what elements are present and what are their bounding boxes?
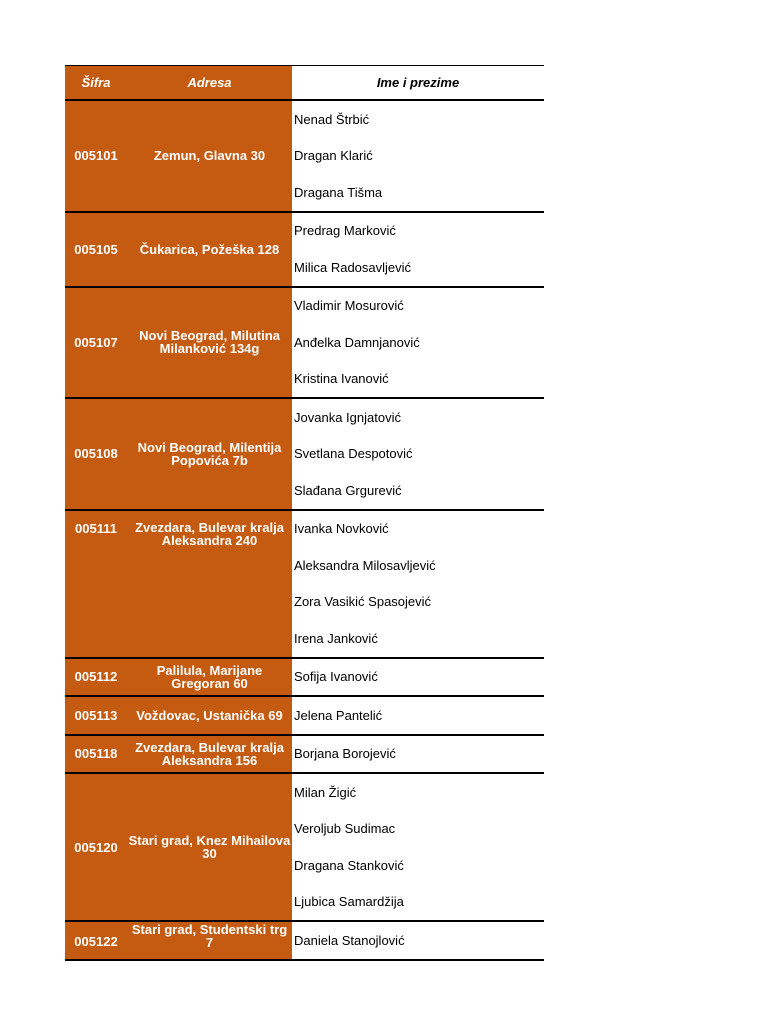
names-cell [292, 774, 544, 920]
names-cell [292, 399, 544, 509]
person-name: Milica Radosavljević [294, 259, 412, 275]
person-name: Irena Janković [294, 630, 378, 646]
names-cell [292, 736, 544, 773]
address-cell: Zvezdara, Bulevar kralja Aleksandra 156 [127, 736, 292, 773]
person-name: Jovanka Ignjatović [294, 409, 401, 425]
table-header [65, 65, 544, 101]
code-cell: 005122 [65, 922, 127, 959]
person-name: Daniela Stanojlović [294, 932, 405, 948]
person-name: Ljubica Samardžija [294, 894, 404, 910]
address-cell: Zvezdara, Bulevar kralja Aleksandra 240 [127, 511, 292, 657]
names-cell [292, 659, 544, 696]
address-cell: Zemun, Glavna 30 [127, 101, 292, 211]
address-cell: Stari grad, Studentski trg 7 [127, 922, 292, 959]
person-name: Ivanka Novković [294, 521, 389, 537]
person-name: Predrag Marković [294, 223, 396, 239]
header-name: Ime i prezime [376, 75, 460, 90]
code-cell: 005111 [65, 511, 127, 657]
address-cell: Voždovac, Ustanička 69 [127, 697, 292, 734]
table-row [65, 399, 544, 511]
person-name: Anđelka Damnjanović [294, 334, 420, 350]
address-cell: Novi Beograd, Milutina Milanković 134g [127, 288, 292, 398]
person-name: Veroljub Sudimac [294, 821, 396, 837]
code-cell: 005120 [65, 774, 127, 920]
names-cell [292, 101, 544, 211]
header-code: Šifra [65, 66, 127, 99]
table-row [65, 101, 544, 213]
employee-table [65, 65, 544, 961]
address-cell: Palilula, Marijane Gregoran 60 [127, 659, 292, 696]
code-cell: 005108 [65, 399, 127, 509]
person-name: Jelena Pantelić [294, 707, 383, 723]
code-cell: 005101 [65, 101, 127, 211]
person-name: Svetlana Despotović [294, 446, 413, 462]
table-row [65, 511, 544, 659]
names-cell [292, 697, 544, 734]
person-name: Milan Žigić [294, 784, 357, 800]
table-row [65, 288, 544, 400]
code-cell: 005118 [65, 736, 127, 773]
names-cell [292, 288, 544, 398]
names-cell [292, 511, 544, 657]
table-row [65, 922, 544, 961]
person-name: Nenad Štrbić [294, 111, 370, 127]
person-name: Dragana Tišma [294, 184, 383, 200]
person-name: Kristina Ivanović [294, 371, 389, 387]
person-name: Zora Vasikić Spasojević [294, 594, 432, 610]
code-cell: 005113 [65, 697, 127, 734]
person-name: Aleksandra Milosavljević [294, 557, 436, 573]
code-cell: 005112 [65, 659, 127, 696]
table-row [65, 659, 544, 698]
person-name: Dragana Stanković [294, 857, 404, 873]
code-cell: 005105 [65, 213, 127, 286]
table-row [65, 213, 544, 288]
address-cell: Stari grad, Knez Mihailova 30 [127, 774, 292, 920]
table-row [65, 736, 544, 775]
names-cell [292, 922, 544, 959]
person-name: Borjana Borojević [294, 746, 396, 762]
person-name: Dragan Klarić [294, 148, 373, 164]
person-name: Vladimir Mosurović [294, 298, 404, 314]
person-name: Sofija Ivanović [294, 669, 378, 685]
header-address: Adresa [127, 66, 292, 99]
names-cell [292, 213, 544, 286]
table-row [65, 697, 544, 736]
code-cell: 005107 [65, 288, 127, 398]
address-cell: Čukarica, Požeška 128 [127, 213, 292, 286]
person-name: Slađana Grgurević [294, 482, 402, 498]
address-cell: Novi Beograd, Milentija Popovića 7b [127, 399, 292, 509]
table-row [65, 774, 544, 922]
